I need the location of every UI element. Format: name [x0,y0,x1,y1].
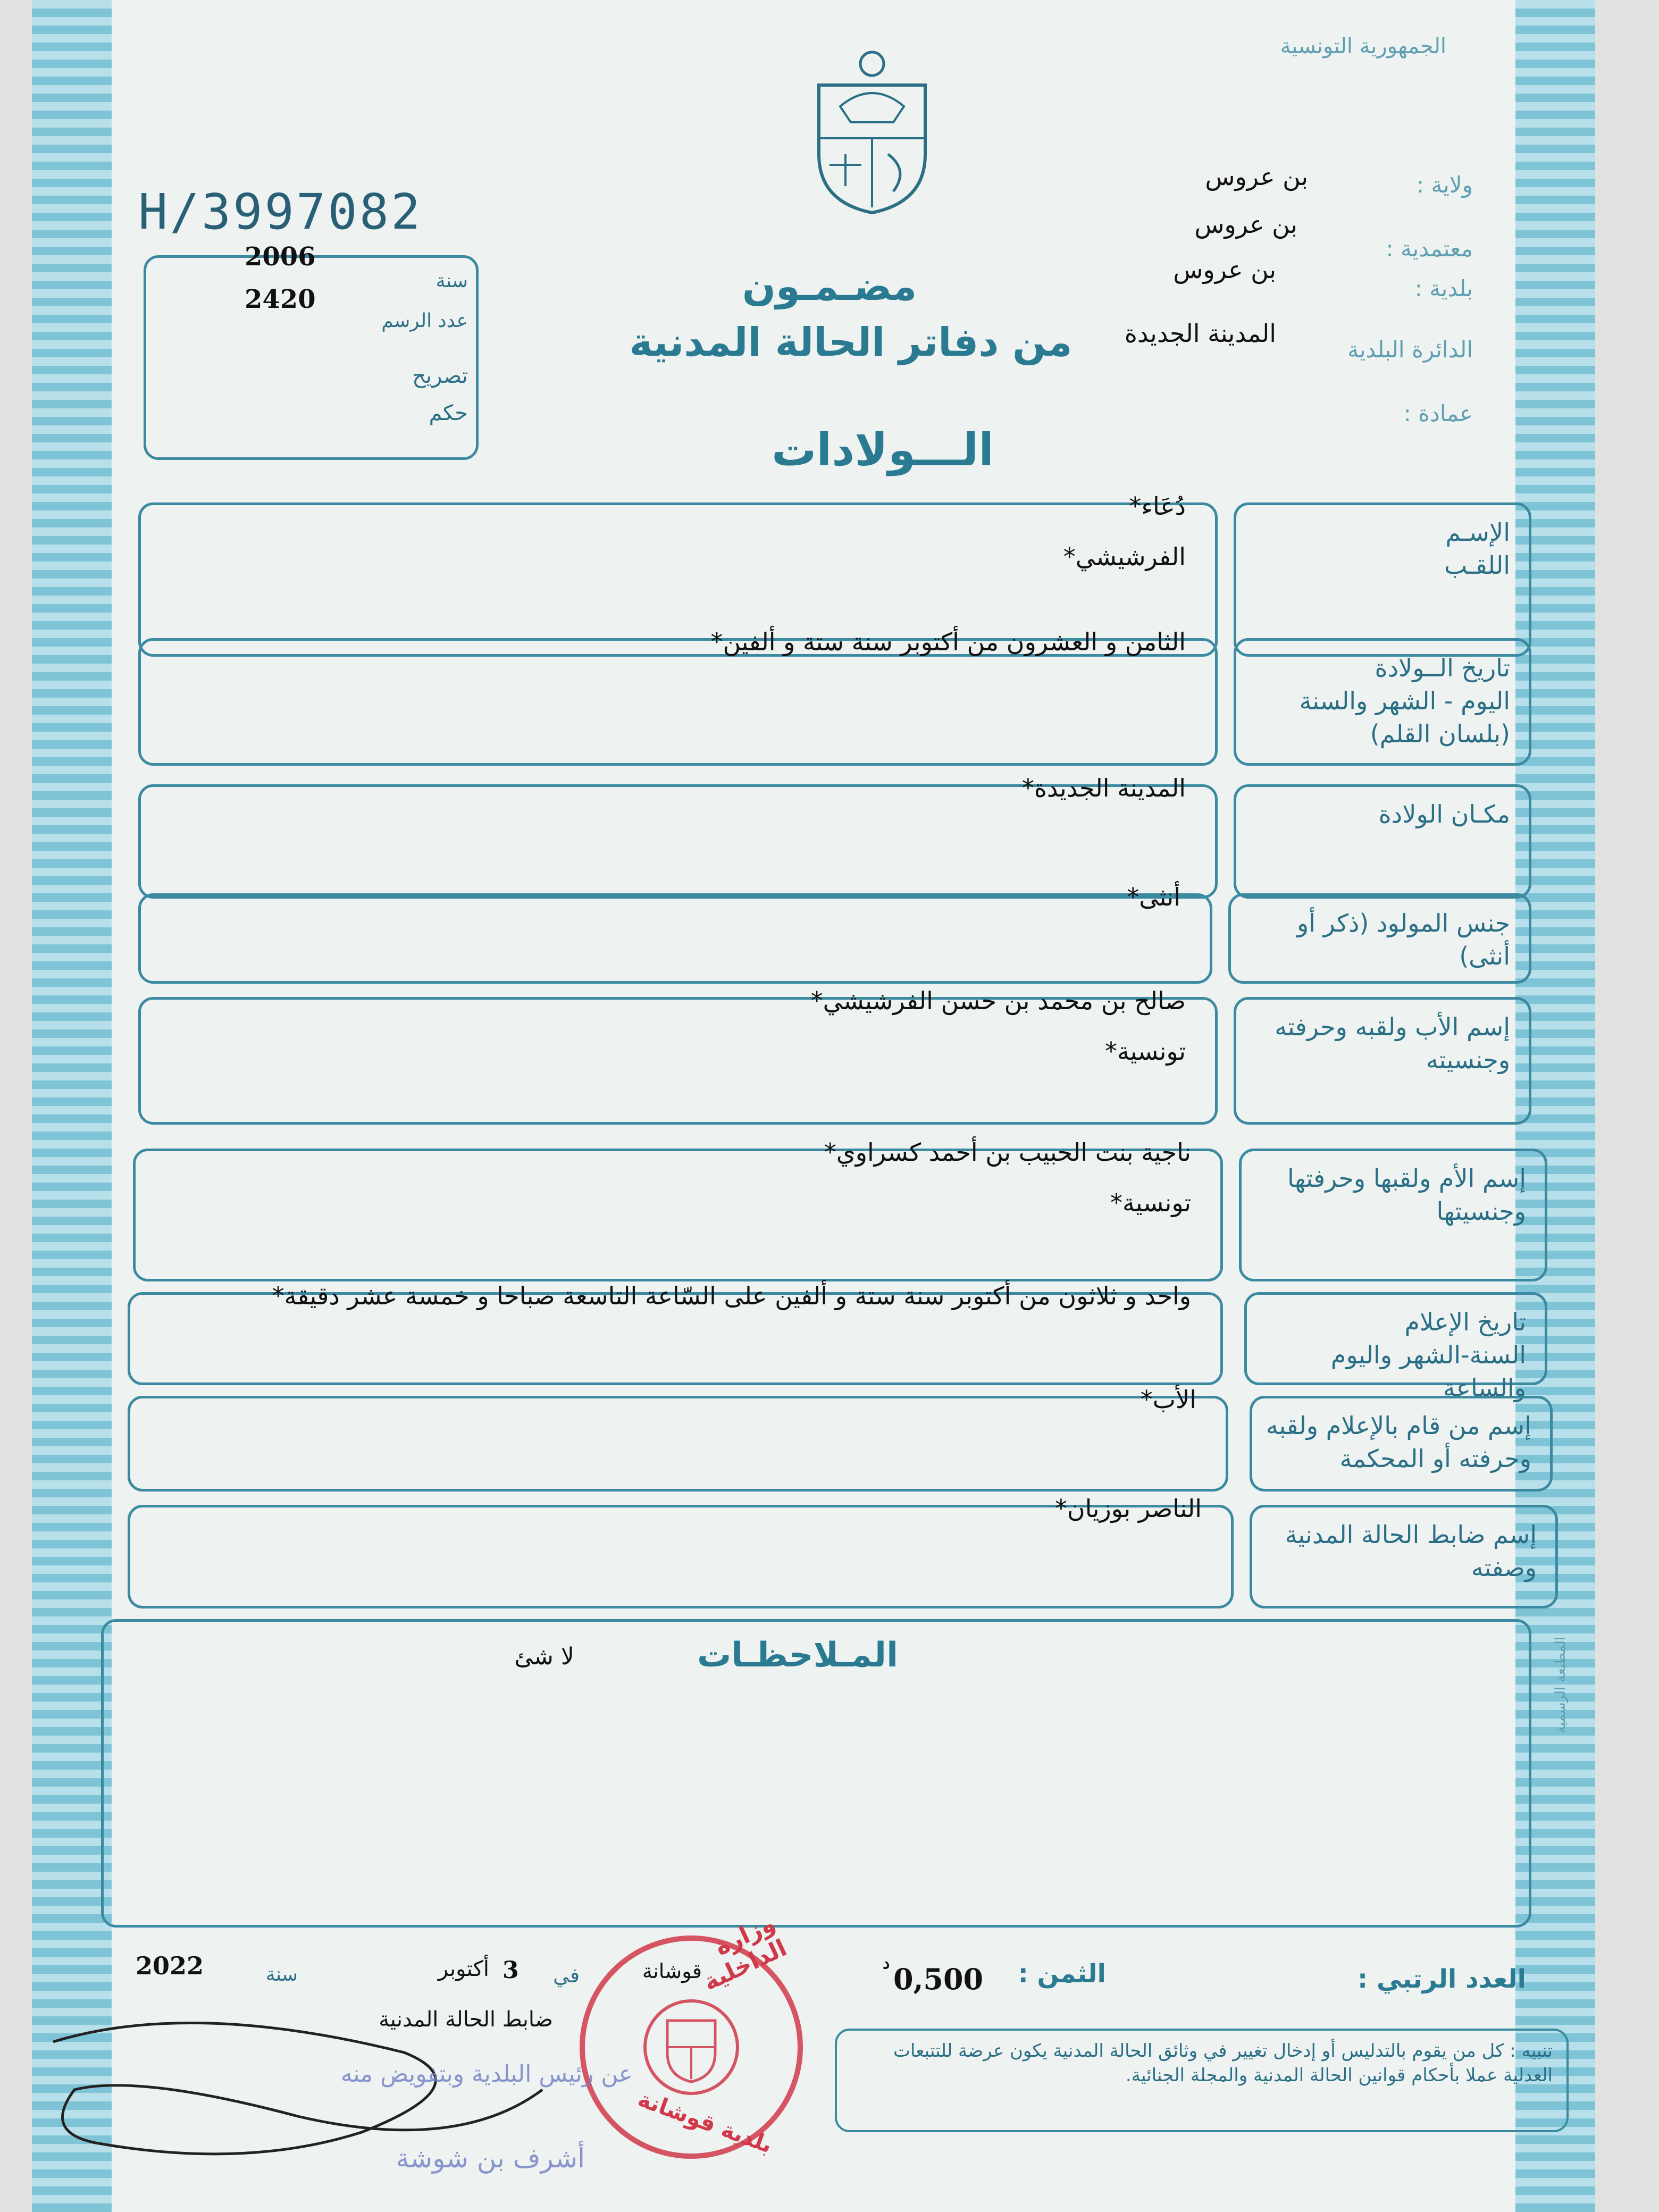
field-value-marker: * [810,986,823,1015]
decorative-border-left [32,0,112,2212]
section-title-births: الـــولادات [772,424,994,476]
field-label-line: جنس المولود (ذكر أو أنثى) [1297,909,1510,971]
field-value-text: تونسية [1117,1037,1186,1066]
issue-year-label: سنة [265,1964,298,1985]
registry-year: 2006 [245,242,316,272]
issue-year: 2022 [136,1951,204,1980]
field-value [170,774,1186,802]
field-value-marker: * [710,627,723,656]
field-value-text: المدينة الجديدة [1034,774,1186,802]
field-label-line: (بلسان القلم) [1370,719,1510,749]
field-label [1244,1010,1510,1076]
value-box [138,638,1218,766]
issue-in-label: في [553,1964,580,1987]
price-label: الثمن : [1018,1959,1106,1989]
governorate-label: ولاية : [1417,172,1473,198]
municipality-label: بلدية : [1414,275,1473,301]
registry-year-label: سنة [435,270,468,292]
price-value: 0,500 [893,1962,984,1996]
field-value-marker: * [1105,1037,1118,1066]
field-label-line: اللقـب [1444,551,1510,580]
field-label-line: السنة-الشهر واليوم والساعة [1330,1340,1526,1403]
field-label-line: إسم الأم ولقبها وحرفتها [1287,1164,1526,1193]
field-label [1260,1518,1537,1584]
field-label-line: إسم من قام بالإعلام ولقبه [1266,1411,1531,1440]
officer-title: ضابط الحالة المدنية [379,2007,553,2032]
field-label [1239,907,1510,973]
signature-stamp-line2: أشرف بن شوشة [396,2143,585,2174]
serial-number-label: العدد الرتبي : [1357,1964,1526,1994]
district-value: المدينة الجديدة [1124,319,1276,348]
field-value [160,1494,1202,1523]
field-value [170,1037,1186,1066]
field-value-marker: * [1127,883,1139,911]
price-unit: د [883,1954,890,1973]
field-value [170,542,1186,571]
field-label-line: الإسـم [1445,518,1510,547]
field-value-marker: * [1021,774,1034,802]
field-value-text: صالح بن محمد بن حسن الفرشيشي [823,986,1186,1015]
field-label-line: اليوم - الشهر والسنة [1299,686,1510,716]
registry-record-label: عدد الرسم [381,310,468,332]
issue-month: أكتوبر [438,1957,489,1981]
field-label-line: مكـان الولادة [1378,800,1510,828]
certificate-serial: H/3997082 [138,183,423,240]
field-value [170,492,1186,521]
issue-day: 3 [502,1957,519,1984]
field-value-text: الأب [1152,1385,1196,1414]
signature-stamp-line1: عن رئيس البلدية وبتفويض منه [340,2060,633,2088]
field-label-line: وحرفته أو المحكمة [1339,1444,1531,1473]
issue-place: قوشانة [642,1959,702,1983]
field-label [1255,1305,1526,1404]
field-value [170,627,1186,656]
field-label-line: إسم ضابط الحالة المدنية [1285,1520,1537,1549]
field-value [170,986,1186,1015]
field-value-text: الثامن و العشرون من أكتوبر سنة ستة و ألفين [723,627,1186,656]
remarks-value: لا شئ [514,1643,574,1670]
field-value-text: أنثى [1139,883,1180,911]
field-value-marker: * [1129,492,1142,521]
imada-label: عمادة : [1403,400,1473,426]
coat-of-arms-icon [798,48,946,218]
registry-record: 2420 [245,284,316,314]
district-label: الدائرة البلدية [1347,337,1473,363]
republic-header: الجمهورية التونسية [1280,34,1446,58]
registry-judgment-label: حكم [429,401,468,425]
field-value-marker: * [1110,1188,1123,1217]
field-value-text: ناجية بنت الحبيب بن أحمد كسراوي [836,1138,1191,1167]
title-registers: من دفاتر الحالة المدنية [629,320,1073,365]
field-value-text: الفرشيشي [1075,542,1186,571]
field-value-marker: * [1054,1494,1067,1523]
field-value-marker: * [1140,1385,1153,1414]
field-value [160,1385,1196,1414]
printer-mark: المطبعة الرسمية [1553,1636,1569,1733]
field-value-text: واحد و ثلاثون من أكتوبر سنة ستة و ألفين على السّاعة التاسعة صباحا و خمسة عشر دقيقة [284,1281,1191,1310]
field-label [1260,1409,1531,1475]
field-label-line: وصفته [1471,1553,1537,1582]
governorate-value: بن عروس [1205,162,1308,191]
municipality-value: بن عروس [1173,255,1276,284]
remarks-label: المـلاحظـات [697,1636,899,1675]
field-value [160,1281,1191,1310]
field-label [1244,798,1510,831]
field-value-marker: * [1063,542,1076,571]
field-label-line: وجنسيته [1426,1045,1510,1075]
field-value [165,1188,1191,1217]
field-value-marker: * [824,1138,836,1167]
field-label-line: وجنسيتها [1436,1197,1526,1226]
field-value [170,883,1180,911]
stamp-municipality-text: بلدية قوشانة [634,2085,776,2158]
field-value [165,1138,1191,1167]
field-label-line: تاريخ الإعلام [1404,1308,1526,1336]
field-label [1244,516,1510,582]
title-contents: مضـمـون [742,264,917,309]
field-label-line: إسم الأب ولقبه وحرفته [1275,1012,1510,1041]
delegation-value: بن عروس [1194,210,1297,239]
field-value-text: تونسية [1122,1188,1191,1217]
delegation-label: معتمدية : [1386,236,1473,262]
field-label [1244,651,1510,750]
field-value-text: دُعَاء [1141,492,1186,521]
birth-certificate-paper [32,0,1595,2212]
registry-declaration-label: تصريح [412,364,468,388]
field-label-line: تاريخ الــولادة [1375,653,1510,682]
field-value-marker: * [272,1281,284,1310]
stamp-ministry-text: وزارة الداخلية [699,1909,791,1997]
field-value-text: الناصر بوزيان [1067,1494,1202,1523]
field-label [1250,1162,1526,1228]
legal-notice: تنبيه : كل من يقوم بالتدليس أو إدخال تغيير في وثائق الحالة المدنية يكون عرضة للتتبعات العدلية عملا بأحكام قوانين الحالة المدنية والمجلة الجنائية. [893,2040,1553,2086]
